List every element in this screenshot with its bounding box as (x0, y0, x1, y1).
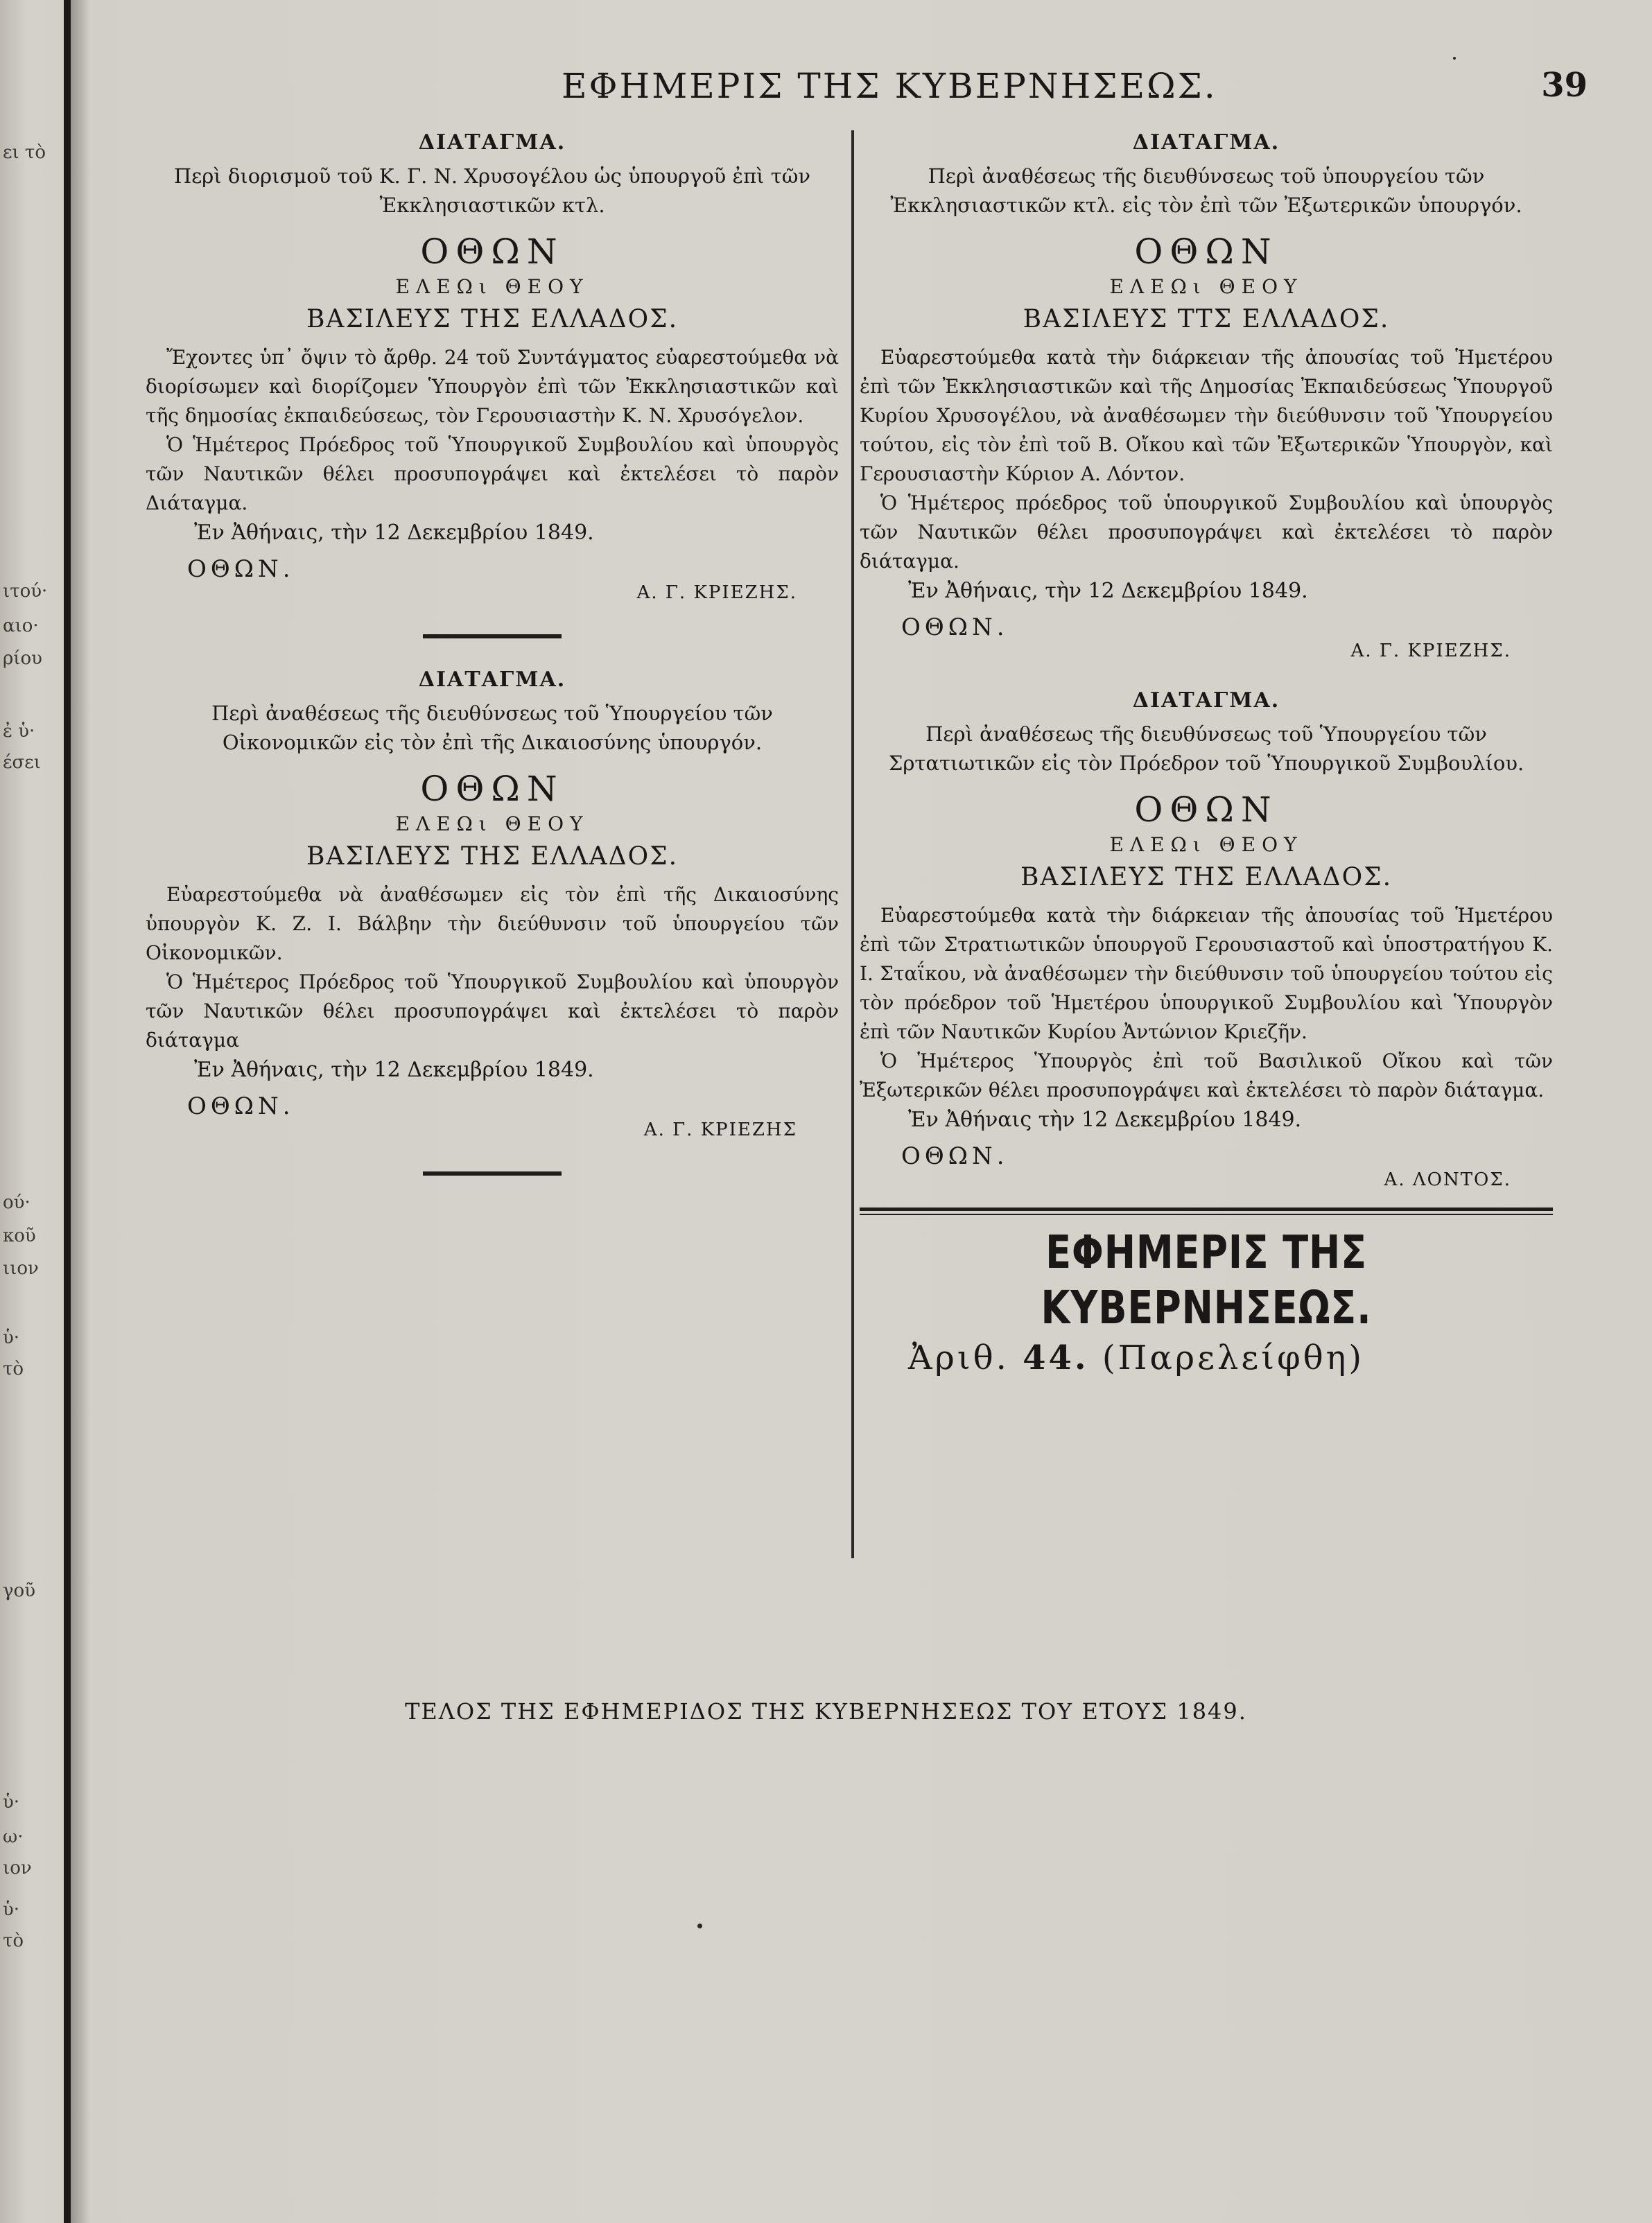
section-rule (423, 634, 562, 638)
decree-kicker: ΔΙΑΤΑΓΜΑ. (1132, 688, 1280, 713)
by-grace-of-god: ΕΛΕΩι ΘΕΟΥ (1109, 275, 1303, 298)
king-signature: ΟΘΩΝ. (901, 1142, 1009, 1170)
decree-paragraph: Ὁ Ἡμέτερος Ὑπουργὸς ἐπὶ τοῦ Βασιλικοῦ Οἴκου καὶ τῶν Ἐξωτερικῶν θέλει προσυπογράψει καὶ ἐκτελέσει τὸ παρὸν διάταγμα. (860, 1049, 1553, 1101)
king-signature: ΟΘΩΝ. (187, 555, 295, 583)
decree-kicker: ΔΙΑΤΑΓΜΑ. (1132, 130, 1280, 155)
decree-kicker: ΔΙΑΤΑΓΜΑ. (418, 668, 566, 692)
decree-paragraph: Ὁ Ἡμέτερος Πρόεδρος τοῦ Ὑπουργικοῦ Συμβουλίου καὶ ὑπουργὸν τῶν Ναυτικῶν θέλει προσυπογράψει καὶ ἐκτελέσει τὸ παρὸν διάταγμα (146, 970, 839, 1052)
decree-paragraph: Ὁ Ἡμέτερος Πρόεδρος τοῦ Ὑπουργικοῦ Συμβουλίου καὶ ὑπουργὸς τῶν Ναυτικῶν θέλει προσυπογράψει καὶ ἐκτελέσει τὸ παρὸν Διάταγμα. (146, 433, 839, 514)
decree-block (146, 130, 839, 607)
king-name: ΟΘΩΝ (1134, 232, 1278, 272)
royal-title: ΒΑΣΙΛΕΥΣ ΤΤΣ ΕΛΛΑΔΟΣ. (1023, 305, 1390, 333)
minister-signature: Α. Γ. ΚΡΙΕΖΗΣ. (1350, 640, 1511, 661)
page-header (90, 66, 1601, 114)
issue-prefix: Ἀριθ. (908, 1339, 1009, 1377)
masthead-rule-thin (860, 1214, 1553, 1215)
margin-fragment: ὑ· (3, 1792, 20, 1813)
left-column (146, 130, 839, 1205)
ink-speck (1453, 57, 1456, 60)
king-name: ΟΘΩΝ (420, 769, 564, 809)
minister-signature: Α. ΛΟΝΤΟΣ. (1384, 1169, 1511, 1190)
running-title: ΕΦΗΜΕΡΙΣ ΤΗΣ ΚΥΒΕΡΝΗΣΕΩΣ. (562, 66, 1217, 106)
margin-fragment: ἐ ὑ· (3, 721, 35, 742)
issue-number: 44. (1023, 1339, 1089, 1377)
dateline: Ἐν Ἀθήναις τὴν 12 Δεκεμβρίου 1849. (908, 1108, 1302, 1132)
book-spine (64, 0, 71, 2223)
king-signature: ΟΘΩΝ. (901, 613, 1009, 641)
royal-title: ΒΑΣΙΛΕΥΣ ΤΗΣ ΕΛΛΑΔΟΣ. (306, 842, 679, 871)
king-name: ΟΘΩΝ (1134, 790, 1278, 830)
minister-signature: Α. Γ. ΚΡΙΕΖΗΣ (643, 1119, 797, 1140)
spine-shadow (71, 0, 90, 2223)
masthead-rule-thick (860, 1208, 1553, 1211)
margin-fragment: ὑ· (3, 1899, 20, 1920)
margin-fragment: έσει (3, 752, 41, 773)
decree-subject: Περὶ ἀναθέσεως τῆς διευθύνσεως τοῦ Ὑπουργείου τῶν Οἰκονομικῶν εἰς τὸν ἐπὶ τῆς Δικαιοσύνης ὑπουργόν. (211, 701, 773, 754)
margin-fragment: τὸ (3, 1359, 24, 1379)
margin-fragment: ρίου (3, 648, 42, 669)
by-grace-of-god: ΕΛΕΩι ΘΕΟΥ (395, 812, 589, 835)
end-of-volume-note: ΤΕΛΟΣ ΤΗΣ ΕΦΗΜΕΡΙΔΟΣ ΤΗΣ ΚΥΒΕΡΝΗΣΕΩΣ ΤΟΥ ΕΤΟΥΣ 1849. (405, 1698, 1247, 1725)
margin-fragment: ω· (3, 1827, 24, 1847)
decree-kicker: ΔΙΑΤΑΓΜΑ. (418, 130, 566, 155)
king-name: ΟΘΩΝ (420, 232, 564, 272)
issue-line (908, 1339, 1553, 1377)
decree-paragraph: Ἔχοντες ὑπ᾽ ὄψιν τὸ ἄρθρ. 24 τοῦ Συντάγματος εὐαρεστούμεθα νὰ διορίσωμεν καὶ διορίζομεν Ὑπουργὸν ἐπὶ τῶν Ἐκκλησιαστικῶν καὶ τῆς δημοσίας ἐκπαιδεύσεως, τὸν Γερουσιαστὴν Κ. Ν. Χρυσόγελον. (146, 346, 839, 427)
decree-subject: Περὶ ἀναθέσεως τῆς διευθύνσεως τοῦ ὑπουργείου τῶν Ἐκκλησιαστικῶν κτλ. εἰς τὸν ἐπὶ τῶν Ἐξωτερικῶν ὑπουργόν. (890, 164, 1522, 217)
page-number: 39 (1541, 66, 1588, 105)
dateline: Ἐν Ἀθήναις, τὴν 12 Δεκεμβρίου 1849. (194, 521, 594, 545)
margin-fragment: ει τὸ (3, 142, 46, 163)
decree-paragraph: Ὁ Ἡμέτερος πρόεδρος τοῦ ὑπουργικοῦ Συμβουλίου καὶ ὑπουργὸς τῶν Ναυτικῶν θέλει προσυπογράψει καὶ ἐκτελέσει τὸ παρὸν διάταγμα. (860, 491, 1553, 573)
left-page-margin (0, 0, 62, 2223)
decree-subject: Περὶ ἀναθέσεως τῆς διευθύνσεως τοῦ Ὑπουργείου τῶν Σρτατιωτικῶν εἰς τὸν Πρόεδρον τοῦ Ὑπουργικοῦ Συμβουλίου. (888, 722, 1524, 775)
king-signature: ΟΘΩΝ. (187, 1092, 295, 1120)
dateline: Ἐν Ἀθήναις, τὴν 12 Δεκεμβρίου 1849. (194, 1058, 594, 1082)
right-column (860, 130, 1553, 1377)
decree-paragraph: Εὐαρεστούμεθα κατὰ τὴν διάρκειαν τῆς ἀπουσίας τοῦ Ἡμετέρου ἐπὶ τῶν Στρατιωτικῶν ὑπουργοῦ Γερουσιαστοῦ καὶ ὑποστρατήγου Κ. Ι. Σταΐκου, νὰ ἀναθέσωμεν τὴν διεύθυνσιν τοῦ ὑπουργείου τούτου εἰς τὸν πρόεδρον τοῦ Ἡμετέρου ὑπουργικοῦ Συμβουλίου καὶ Ὑπουργὸν ἐπὶ τῶν Ναυτικῶν Κυρίου Ἀντώνιον Κριεζῆν. (860, 904, 1553, 1043)
masthead-title: ΕΦΗΜΕΡΙΣ ΤΗΣ ΚΥΒΕΡΝΗΣΕΩΣ. (1041, 1226, 1372, 1334)
spacer (860, 665, 1553, 688)
issue-note: (Παρελείφθη) (1102, 1339, 1365, 1377)
decree-subject: Περὶ διορισμοῦ τοῦ Κ. Γ. Ν. Χρυσογέλου ὡς ὑπουργοῦ ἐπὶ τῶν Ἐκκλησιαστικῶν κτλ. (173, 164, 811, 217)
margin-fragment: γοῦ (3, 1580, 35, 1601)
margin-fragment: κοῦ (3, 1226, 36, 1246)
decree-block (146, 668, 839, 1144)
margin-fragment: αιο· (3, 616, 39, 636)
margin-fragment: ιιον (3, 1258, 39, 1279)
decree-block (860, 130, 1553, 665)
by-grace-of-god: ΕΛΕΩι ΘΕΟΥ (1109, 833, 1303, 856)
margin-fragment: ὑ· (3, 1327, 20, 1348)
royal-title: ΒΑΣΙΛΕΥΣ ΤΗΣ ΕΛΛΑΔΟΣ. (306, 305, 679, 333)
column-divider (851, 130, 854, 1558)
royal-title: ΒΑΣΙΛΕΥΣ ΤΗΣ ΕΛΛΑΔΟΣ. (1020, 863, 1393, 891)
margin-fragment: ιτού· (3, 581, 48, 602)
ink-dot (697, 1924, 702, 1928)
minister-signature: Α. Γ. ΚΡΙΕΖΗΣ. (636, 582, 797, 603)
decree-block (860, 688, 1553, 1194)
margin-fragment: ού· (3, 1192, 31, 1213)
decree-paragraph: Εὐαρεστούμεθα νὰ ἀναθέσωμεν εἰς τὸν ἐπὶ τῆς Δικαιοσύνης ὑπουργὸν Κ. Ζ. Ι. Βάλβην τὴν διεύθυνσιν τοῦ ὑπουργείου τῶν Οἰκονομικῶν. (146, 883, 839, 964)
margin-fragment: τὸ (3, 1930, 24, 1951)
section-rule (423, 1171, 562, 1176)
by-grace-of-god: ΕΛΕΩι ΘΕΟΥ (395, 275, 589, 298)
decree-paragraph: Εὐαρεστούμεθα κατὰ τὴν διάρκειαν τῆς ἀπουσίας τοῦ Ἡμετέρου ἐπὶ τῶν Ἐκκλησιαστικῶν καὶ τῆς Δημοσίας Ἐκπαιδεύσεως Ὑπουργοῦ Κυρίου Χρυσογέλου, νὰ ἀναθέσωμεν τὴν διεύθυνσιν τοῦ Ὑπουργείου τούτου, εἰς τὸν ἐπὶ τοῦ Β. Οἴκου καὶ τῶν Ἐξωτερικῶν Ὑπουργὸν, καὶ Γερουσιαστὴν Κύριον Α. Λόντον. (860, 346, 1553, 485)
margin-fragment: ιον (3, 1858, 32, 1878)
dateline: Ἐν Ἀθήναις, τὴν 12 Δεκεμβρίου 1849. (908, 579, 1308, 603)
